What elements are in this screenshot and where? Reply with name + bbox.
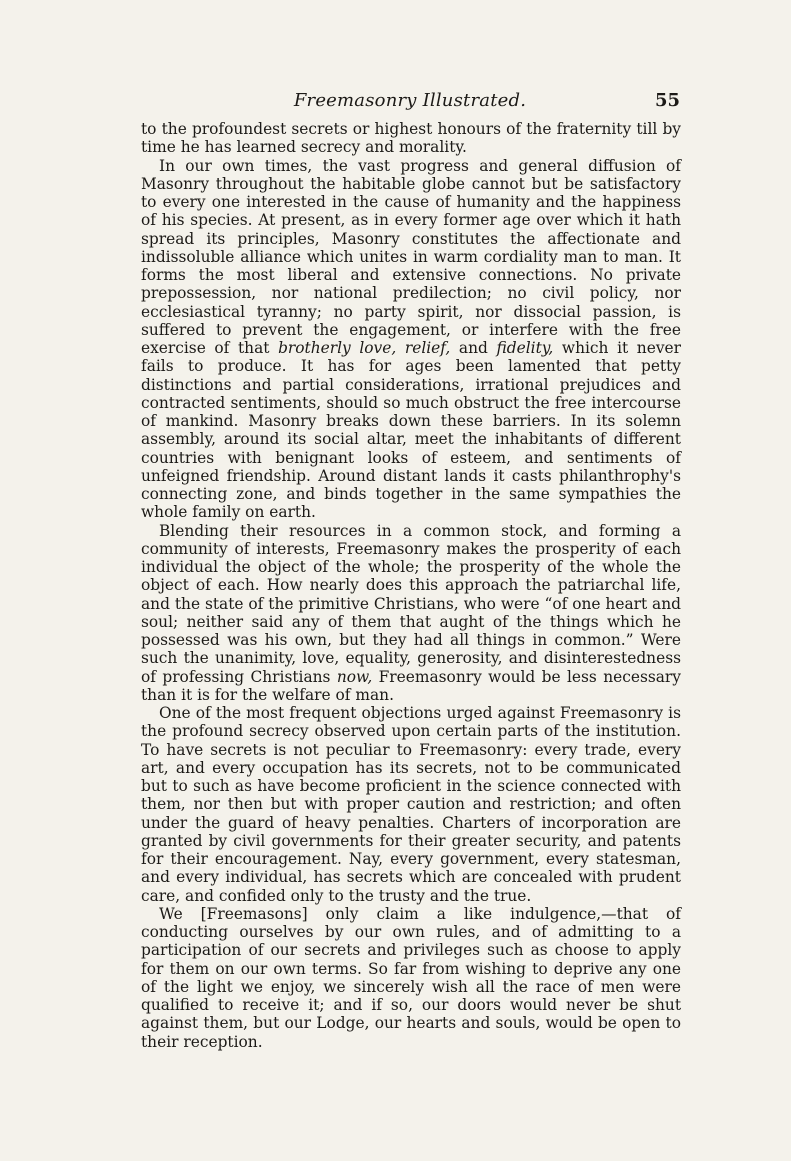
running-title: Freemasonry Illustrated. xyxy=(293,90,527,111)
paragraph-3-text-a: Blending their resources in a common stock, and forming a community of interests, Freemasonry makes the prosperity of each individual the object of the whole; the prosperity of the whole the object of each. How nearly does this approach the patriarchal life, and the state of the primitive Christians, who were “of one heart and soul; neither said any of them that aught of the things which he possessed was his own, but they had all things in common.” Were such the unanimity, love, equality, generosity, and disinterestedness of professing Christians xyxy=(141,521,681,686)
paragraph-2-text-c: which it never fails to produce. It has for ages been lamented that petty distinctions and partial considerations, irrational prejudices and contracted sentiments, should so much obstruct the free intercourse of mankind. Masonry breaks down these barriers. In its solemn assembly, around its social altar, meet the inhabitants of different countries with benignant looks of esteem, and sentiments of unfeigned friendship. Around distant lands it casts philanthrophy's connecting zone, and binds together in the same sympathies the whole family on earth. xyxy=(141,339,681,522)
paragraph-1: to the profoundest secrets or highest honours of the fraternity till by time he has learned secrecy and morality. xyxy=(141,120,681,157)
body-text xyxy=(141,120,681,1051)
paragraph-2-text-b: and xyxy=(450,339,497,357)
paragraph-2-emphasis-a: brotherly love, relief, xyxy=(278,339,451,357)
paragraph-2-text-a: In our own times, the vast progress and general diffusion of Masonry throughout the habitable globe cannot but be satisfactory to every one interested in the cause of humanity and the happiness of his species. At present, as in every former age over which it hath spread its principles, Masonry constitutes the affectionate and indissoluble alliance which unites in warm cordiality man to man. It forms the most liberal and extensive connections. No private prepossession, nor national predilection; no civil policy, nor ecclesiastical tyranny; no party spirit, nor dissocial passion, is suffered to prevent the engagement, or interfere with the free exercise of that xyxy=(141,156,681,357)
paragraph-5: We [Freemasons] only claim a like indulgence,—that of conducting ourselves by our own rules, and of admitting to a participation of our secrets and privileges such as choose to apply for them on our own terms. So far from wishing to deprive any one of the light we enjoy, we sincerely wish all the race of men were qualified to receive it; and if so, our doors would never be shut against them, but our Lodge, our hearts and souls, would be open to their reception. xyxy=(141,904,681,1051)
paragraph-3 xyxy=(141,522,681,705)
running-head xyxy=(140,90,680,116)
paragraph-2-emphasis-b: fidelity, xyxy=(496,339,554,357)
paragraph-2 xyxy=(141,157,681,522)
paragraph-3-text-b: Freemasonry would be less necessary than it is for the welfare of man. xyxy=(141,667,681,704)
page-number: 55 xyxy=(654,90,680,111)
paragraph-3-emphasis: now, xyxy=(336,667,373,686)
paragraph-4: One of the most frequent objections urged against Freemasonry is the profound secrecy observed upon certain parts of the institution. To have secrets is not peculiar to Freemasonry: every trade, every art, and every occupation has its secrets, not to be communicated but to such as have become proficient in the science connected with them, nor then but with proper caution and restriction; and often under the guard of heavy penalties. Charters of incorporation are granted by civil governments for their greater security, and patents for their encouragement. Nay, every government, every statesman, and every individual, has secrets which are concealed with prudent care, and confided only to the trusty and the true. xyxy=(141,704,681,905)
